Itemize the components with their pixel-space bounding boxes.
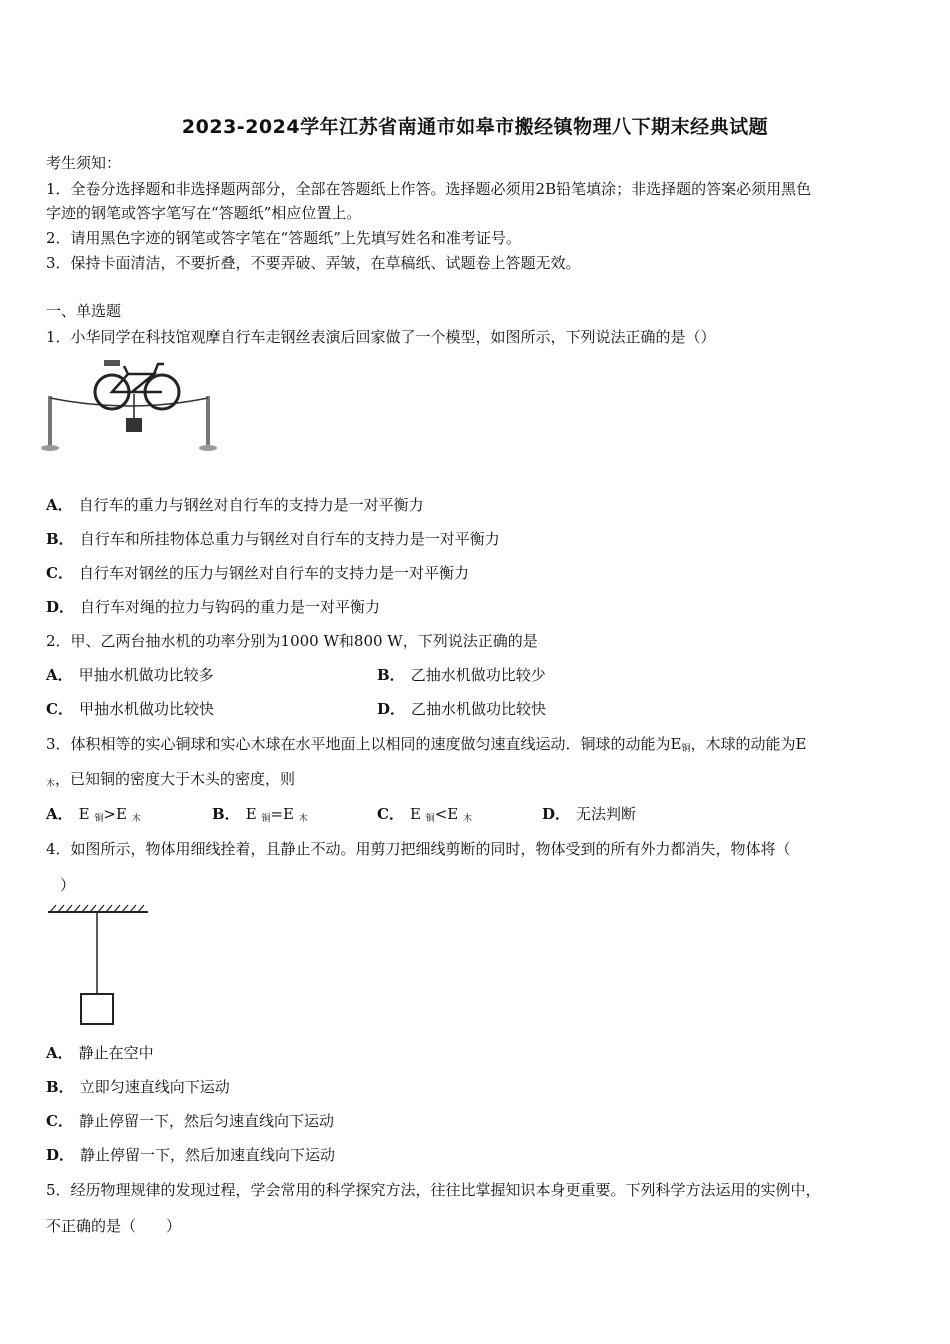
q1-option-d[interactable]: D． 自行车对绳的拉力与钩码的重力是一对平衡力	[46, 598, 381, 616]
q3-option-b[interactable]: B． E $_铜$=E $_木$	[212, 805, 308, 824]
notice-item-2: 2．请用黑色字迹的钢笔或答字笔在“答题纸”上先填写姓名和准考证号。	[46, 229, 521, 247]
q4-option-c[interactable]: C． 静止停留一下，然后匀速直线向下运动	[46, 1112, 334, 1130]
q2-option-c[interactable]: C． 甲抽水机做功比较快	[46, 700, 214, 718]
q3-option-d[interactable]: D． 无法判断	[542, 805, 637, 823]
notice-item-1-cont: 字迹的钢笔或答字笔写在“答题纸”相应位置上。	[46, 204, 362, 222]
q4-option-b[interactable]: B． 立即匀速直线向下运动	[46, 1078, 230, 1096]
q1-option-b[interactable]: B． 自行车和所挂物体总重力与钢丝对自行车的支持力是一对平衡力	[46, 530, 500, 548]
q2-option-a[interactable]: A． 甲抽水机做功比较多	[46, 666, 214, 684]
section-heading: 一、单选题	[46, 302, 122, 320]
q5-stem-line1: 5．经历物理规律的发现过程，学会常用的科学探究方法，往往比掌握知识本身更重要。下列科学方法运用的实例中，	[46, 1181, 821, 1199]
bicycle-tightrope-figure	[44, 356, 224, 456]
q4-option-a[interactable]: A． 静止在空中	[46, 1044, 154, 1062]
q1-stem: 1．小华同学在科技馆观摩自行车走钢丝表演后回家做了一个模型，如图所示，下列说法正确的是（）	[46, 328, 716, 346]
q4-stem-line2: ）	[60, 876, 76, 894]
q3-stem-line2: $_木$，已知铜的密度大于木头的密度，则	[46, 770, 296, 789]
q4-stem-line1: 4．如图所示，物体用细线拴着，且静止不动。用剪刀把细线剪断的同时，物体受到的所有外力都消失，物体将（	[46, 840, 791, 858]
q3-stem-line1: 3．体积相等的实心铜球和实心木球在水平地面上以相同的速度做匀速直线运动．铜球的动能为$E_铜$，木球的动能为E	[46, 735, 807, 754]
q1-option-c[interactable]: C． 自行车对钢丝的压力与钢丝对自行车的支持力是一对平衡力	[46, 564, 469, 582]
q4-option-d[interactable]: D． 静止停留一下，然后加速直线向下运动	[46, 1146, 336, 1164]
q3-option-c[interactable]: C． E $_铜$<E $_木$	[377, 805, 473, 824]
q5-stem-line2: 不正确的是（ ）	[46, 1217, 182, 1235]
page-title: 2023-2024学年江苏省南通市如皋市搬经镇物理八下期末经典试题	[181, 116, 769, 138]
q2-option-b[interactable]: B． 乙抽水机做功比较少	[377, 666, 546, 684]
q2-stem: 2．甲、乙两台抽水机的功率分别为1000 W和800 W，下列说法正确的是	[46, 632, 538, 650]
hanging-block-figure	[46, 904, 156, 1028]
notice-item-1: 1．全卷分选择题和非选择题两部分，全部在答题纸上作答。选择题必须用2B铅笔填涂；非选择题的答案必须用黑色	[46, 180, 812, 198]
q1-option-a[interactable]: A． 自行车的重力与钢丝对自行车的支持力是一对平衡力	[46, 496, 424, 514]
q3-option-a[interactable]: A． E $_铜$>E $_木$	[46, 805, 141, 824]
q2-option-d[interactable]: D． 乙抽水机做功比较快	[377, 700, 547, 718]
notice-heading: 考生须知：	[46, 154, 122, 172]
notice-item-3: 3．保持卡面清洁，不要折叠，不要弄破、弄皱，在草稿纸、试题卷上答题无效。	[46, 254, 581, 272]
